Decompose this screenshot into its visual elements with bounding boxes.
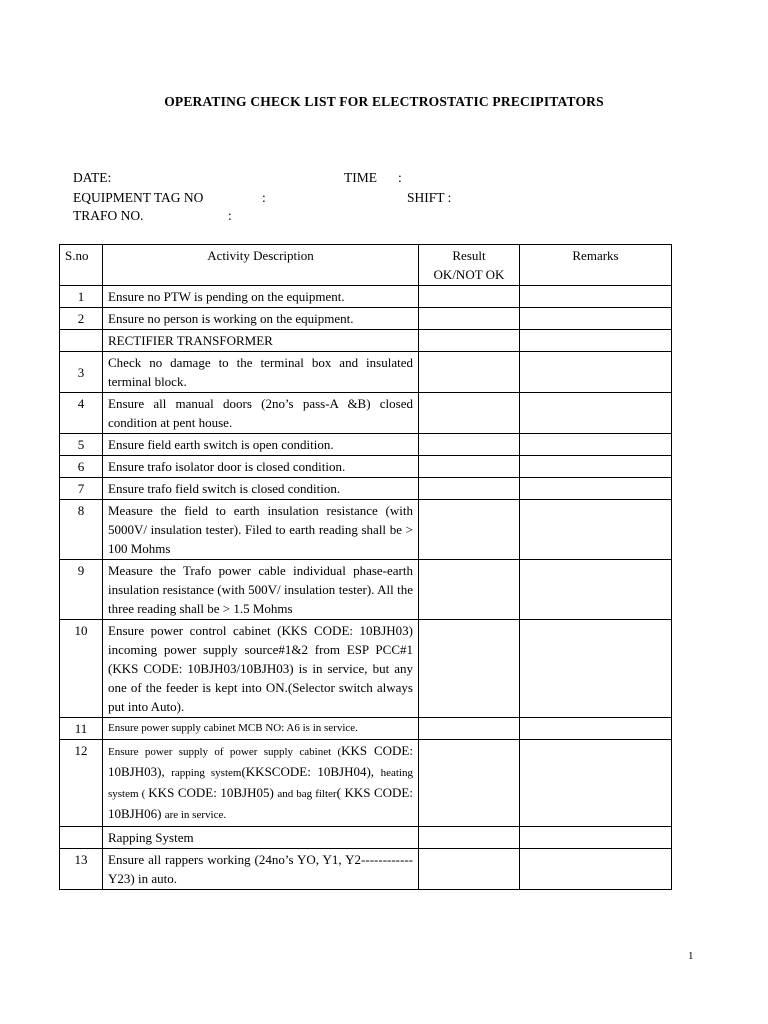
section-row [60, 827, 672, 849]
header-sno: S.no [60, 245, 103, 286]
result-cell[interactable] [419, 352, 520, 393]
table-header-row [60, 245, 672, 286]
row-description: Ensure trafo isolator door is closed condition. [103, 456, 419, 478]
remarks-cell[interactable] [520, 718, 672, 740]
row-sno: 9 [60, 560, 103, 620]
header-result-line2: OK/NOT OK [433, 267, 505, 282]
remarks-cell[interactable] [520, 456, 672, 478]
desc-part: heating system ( [108, 767, 413, 800]
row-description: Ensure no PTW is pending on the equipment. [103, 286, 419, 308]
result-cell[interactable] [419, 286, 520, 308]
table-row [60, 352, 672, 393]
row-sno: 6 [60, 456, 103, 478]
result-cell[interactable] [419, 560, 520, 620]
remarks-cell[interactable] [520, 560, 672, 620]
table-row [60, 620, 672, 718]
row-sno: 2 [60, 308, 103, 330]
row-sno: 1 [60, 286, 103, 308]
desc-part: rapping system [171, 767, 242, 779]
desc-part: are in service. [164, 809, 227, 821]
row-sno: 4 [60, 393, 103, 434]
section-row [60, 330, 672, 352]
header-remarks: Remarks [520, 245, 672, 286]
desc-part: (KKSCODE: 10BJH04), [241, 764, 381, 779]
desc-part: KKS CODE: 10BJH05) [148, 785, 278, 800]
table-row [60, 740, 672, 827]
page-number: 1 [688, 950, 694, 962]
equipment-tag-label: EQUIPMENT TAG NO [73, 190, 204, 205]
section-heading: Rapping System [103, 827, 419, 849]
remarks-cell[interactable] [520, 849, 672, 890]
row-description: Ensure all rappers working (24no’s YO, Y1, Y2------------Y23) in auto. [103, 849, 419, 890]
remarks-cell[interactable] [520, 740, 672, 827]
row-sno: 12 [60, 740, 103, 827]
table-row [60, 393, 672, 434]
header-result [419, 245, 520, 286]
section-sno-empty [60, 827, 103, 849]
result-cell[interactable] [419, 434, 520, 456]
time-label: TIME [344, 170, 377, 185]
desc-part: Ensure power supply of power supply cabinet ( [108, 746, 342, 758]
desc-part: and bag filter [277, 788, 337, 800]
table-row [60, 308, 672, 330]
equipment-tag-colon: : [262, 190, 266, 205]
desc-part: KKS CODE: 10BJH03), [108, 743, 413, 779]
remarks-cell[interactable] [520, 308, 672, 330]
result-cell[interactable] [419, 718, 520, 740]
remarks-cell[interactable] [520, 352, 672, 393]
result-cell[interactable] [419, 620, 520, 718]
row-description: Ensure power control cabinet (KKS CODE: 10BJH03) incoming power supply source#1&2 from ESP PCC#1 (KKS CODE: 10BJH03/10BJH03) is in service, but any one of the feeder is kept into ON.(Selector switch always put into Auto). [103, 620, 419, 718]
section-sno-empty [60, 330, 103, 352]
remarks-cell[interactable] [520, 434, 672, 456]
result-cell[interactable] [419, 308, 520, 330]
row-sno: 5 [60, 434, 103, 456]
remarks-cell[interactable] [520, 478, 672, 500]
document-title: OPERATING CHECK LIST FOR ELECTROSTATIC PRECIPITATORS [164, 94, 604, 109]
row-sno: 8 [60, 500, 103, 560]
row-sno: 10 [60, 620, 103, 718]
row-sno: 13 [60, 849, 103, 890]
trafo-label: TRAFO NO. [73, 208, 144, 223]
row-description: Measure the field to earth insulation resistance (with 5000V/ insulation tester). Filed to earth reading shall be > 100 Mohms [103, 500, 419, 560]
result-cell[interactable] [419, 500, 520, 560]
table-row [60, 849, 672, 890]
time-colon: : [398, 170, 402, 185]
table-row [60, 560, 672, 620]
result-cell[interactable] [419, 849, 520, 890]
date-label: DATE: [73, 170, 112, 185]
table-row [60, 434, 672, 456]
row-description: Ensure trafo field switch is closed condition. [103, 478, 419, 500]
remarks-cell[interactable] [520, 827, 672, 849]
section-heading: RECTIFIER TRANSFORMER [103, 330, 419, 352]
result-cell[interactable] [419, 827, 520, 849]
remarks-cell[interactable] [520, 500, 672, 560]
table-row [60, 718, 672, 740]
row-description: Ensure all manual doors (2no’s pass-A &B) closed condition at pent house. [103, 393, 419, 434]
remarks-cell[interactable] [520, 393, 672, 434]
row-description: Ensure no person is working on the equipment. [103, 308, 419, 330]
table-row [60, 500, 672, 560]
result-cell[interactable] [419, 478, 520, 500]
header-activity: Activity Description [103, 245, 419, 286]
result-cell[interactable] [419, 393, 520, 434]
remarks-cell[interactable] [520, 286, 672, 308]
result-cell[interactable] [419, 330, 520, 352]
row-description: Ensure field earth switch is open condition. [103, 434, 419, 456]
remarks-cell[interactable] [520, 620, 672, 718]
remarks-cell[interactable] [520, 330, 672, 352]
row-description [103, 740, 419, 827]
row-description: Check no damage to the terminal box and insulated terminal block. [103, 352, 419, 393]
table-row [60, 478, 672, 500]
row-description: Measure the Trafo power cable individual phase-earth insulation resistance (with 500V/ insulation tester). All the three reading shall be > 1.5 Mohms [103, 560, 419, 620]
row-sno: 3 [60, 352, 103, 393]
row-sno: 7 [60, 478, 103, 500]
checklist-table [59, 244, 672, 890]
table-row [60, 456, 672, 478]
header-result-line1: Result [452, 248, 486, 263]
table-row [60, 286, 672, 308]
trafo-colon: : [228, 208, 232, 223]
row-sno: 11 [60, 718, 103, 740]
desc-part: ( KKS CODE: 10BJH06) [108, 785, 413, 821]
result-cell[interactable] [419, 456, 520, 478]
shift-label: SHIFT : [407, 190, 452, 205]
row-description: Ensure power supply cabinet MCB NO: A6 is in service. [103, 718, 419, 740]
result-cell[interactable] [419, 740, 520, 827]
